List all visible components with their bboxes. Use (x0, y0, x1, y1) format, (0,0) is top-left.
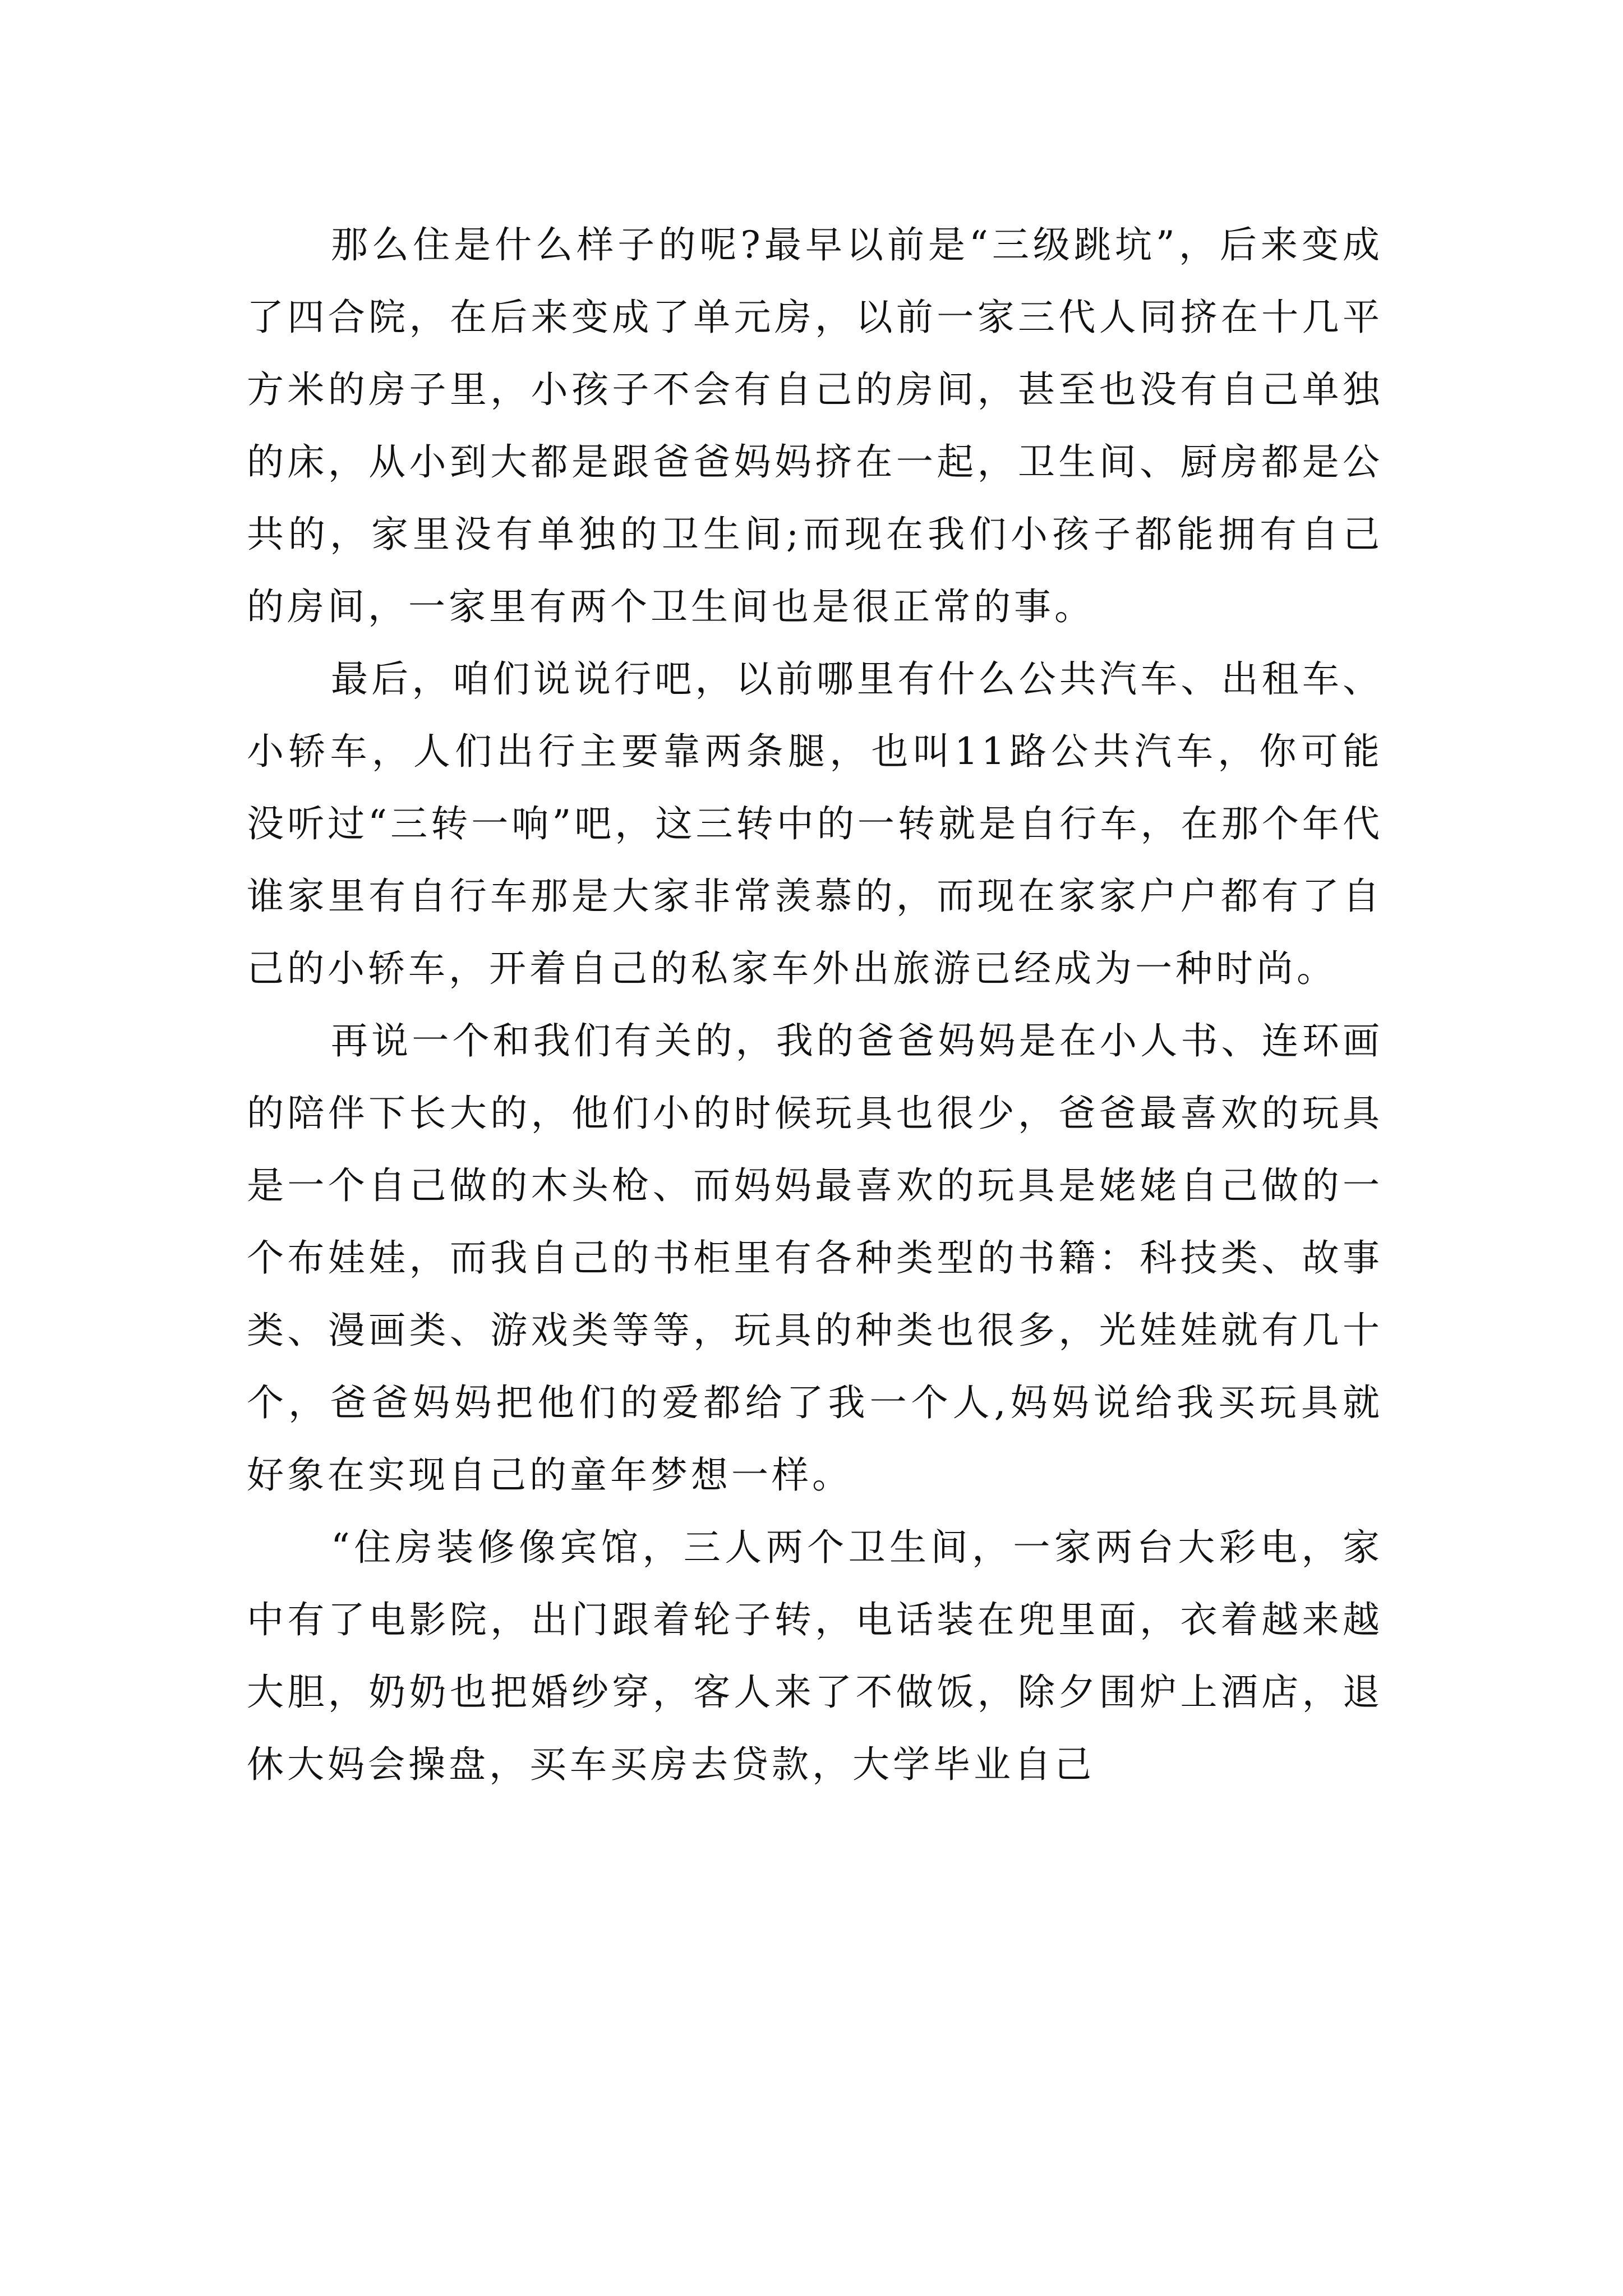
paragraph-toys: 再说一个和我们有关的，我的爸爸妈妈是在小人书、连环画的陪伴下长大的，他们小的时候玩具也很少，爸爸最喜欢的玩具是一个自己做的木头枪、而妈妈最喜欢的玩具是姥姥自己做的一个布娃娃，而我自己的书柜里有各种类型的书籍：科技类、故事类、漫画类、游戏类等等，玩具的种类也很多，光娃娃就有几十个，爸爸妈妈把他们的爱都给了我一个人,妈妈说给我买玩具就好象在实现自己的童年梦想一样。 (247, 1019, 1383, 1497)
body-text (247, 209, 1383, 1801)
paragraph-rhyme: “住房装修像宾馆，三人两个卫生间，一家两台大彩电，家中有了电影院，出门跟着轮子转，电话装在兜里面，衣着越来越大胆，奶奶也把婚纱穿，客人来了不做饭，除夕围炉上酒店，退休大妈会操盘，买车买房去贷款，大学毕业自己 (247, 1526, 1383, 1786)
paragraph-transport: 最后，咱们说说行吧，以前哪里有什么公共汽车、出租车、小轿车，人们出行主要靠两条腿，也叫11路公共汽车，你可能没听过“三转一响”吧，这三转中的一转就是自行车，在那个年代谁家里有自行车那是大家非常羡慕的，而现在家家户户都有了自己的小轿车，开着自己的私家车外出旅游已经成为一种时尚。 (247, 657, 1383, 990)
paragraph-housing: 那么住是什么样子的呢?最早以前是“三级跳坑”，后来变成了四合院，在后来变成了单元房，以前一家三代人同挤在十几平方米的房子里，小孩子不会有自己的房间，甚至也没有自己单独的床，从小到大都是跟爸爸妈妈挤在一起，卫生间、厨房都是公共的，家里没有单独的卫生间;而现在我们小孩子都能拥有自己的房间，一家里有两个卫生间也是很正常的事。 (247, 223, 1383, 628)
